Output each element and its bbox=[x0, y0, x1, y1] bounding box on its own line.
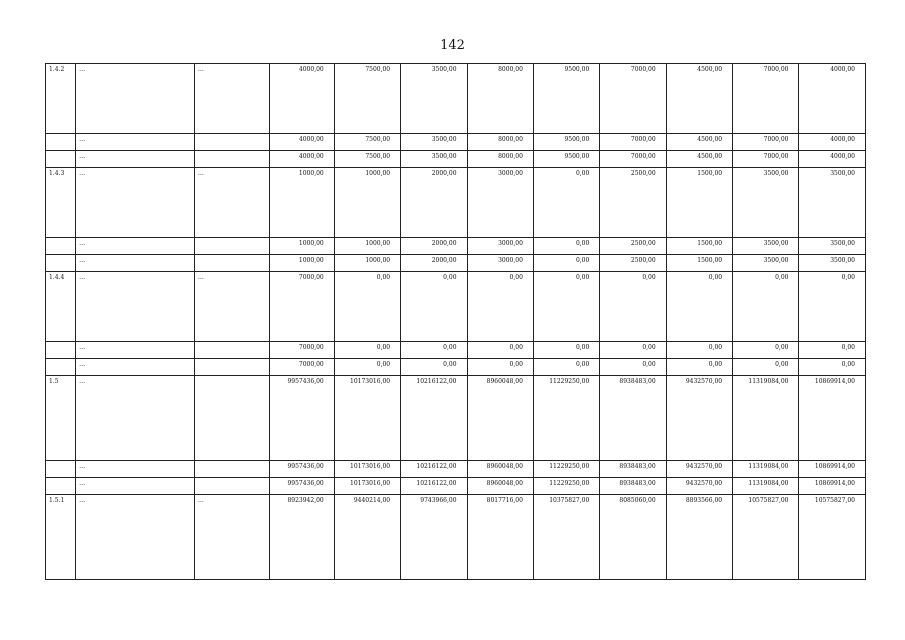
value-cell: 0,00 bbox=[666, 272, 732, 342]
row-code bbox=[46, 255, 76, 272]
value-cell: 8960048,00 bbox=[467, 478, 533, 495]
row-description: … bbox=[76, 342, 195, 359]
value-cell: 7500,00 bbox=[334, 64, 400, 134]
row-department bbox=[194, 151, 269, 168]
value-cell: 0,00 bbox=[533, 359, 599, 376]
value-cell: 1000,00 bbox=[270, 238, 334, 255]
row-department bbox=[194, 359, 269, 376]
value-cell: 8923942,00 bbox=[270, 495, 334, 580]
value-cell: 4000,00 bbox=[799, 64, 866, 134]
row-code: 1.5 bbox=[46, 376, 76, 461]
value-cell: 1500,00 bbox=[666, 255, 732, 272]
value-cell: 9432570,00 bbox=[666, 478, 732, 495]
value-cell: 8960048,00 bbox=[467, 461, 533, 478]
value-cell: 0,00 bbox=[334, 342, 400, 359]
value-cell: 9500,00 bbox=[533, 134, 599, 151]
row-department bbox=[194, 238, 269, 255]
value-cell: 10173016,00 bbox=[334, 461, 400, 478]
value-cell: 7000,00 bbox=[733, 151, 799, 168]
value-cell: 7000,00 bbox=[733, 134, 799, 151]
value-cell: 2500,00 bbox=[600, 238, 666, 255]
value-cell: 2500,00 bbox=[600, 168, 666, 238]
value-cell: 0,00 bbox=[533, 255, 599, 272]
value-cell: 10575827,00 bbox=[799, 495, 866, 580]
value-cell: 0,00 bbox=[733, 272, 799, 342]
table-row bbox=[46, 238, 866, 255]
row-description: … bbox=[76, 359, 195, 376]
budget-table bbox=[45, 63, 866, 580]
value-cell: 4000,00 bbox=[270, 151, 334, 168]
value-cell: 0,00 bbox=[733, 342, 799, 359]
value-cell: 0,00 bbox=[467, 359, 533, 376]
value-cell: 11319084,00 bbox=[733, 478, 799, 495]
value-cell: 9957436,00 bbox=[270, 461, 334, 478]
value-cell: 7000,00 bbox=[270, 359, 334, 376]
table-row bbox=[46, 478, 866, 495]
value-cell: 7500,00 bbox=[334, 134, 400, 151]
value-cell: 9957436,00 bbox=[270, 376, 334, 461]
value-cell: 10173016,00 bbox=[334, 376, 400, 461]
value-cell: 3500,00 bbox=[401, 134, 467, 151]
value-cell: 3500,00 bbox=[799, 255, 866, 272]
value-cell: 8017716,00 bbox=[467, 495, 533, 580]
value-cell: 10869914,00 bbox=[799, 376, 866, 461]
row-description: … bbox=[76, 272, 195, 342]
value-cell: 7000,00 bbox=[733, 64, 799, 134]
row-description: … bbox=[76, 461, 195, 478]
value-cell: 8085060,00 bbox=[600, 495, 666, 580]
row-code bbox=[46, 461, 76, 478]
row-description: … bbox=[76, 134, 195, 151]
value-cell: 4000,00 bbox=[270, 64, 334, 134]
value-cell: 0,00 bbox=[401, 342, 467, 359]
value-cell: 9957436,00 bbox=[270, 478, 334, 495]
value-cell: 8000,00 bbox=[467, 151, 533, 168]
value-cell: 0,00 bbox=[666, 342, 732, 359]
value-cell: 4000,00 bbox=[799, 151, 866, 168]
row-code: 1.4.2 bbox=[46, 64, 76, 134]
value-cell: 3500,00 bbox=[733, 255, 799, 272]
value-cell: 3500,00 bbox=[733, 238, 799, 255]
value-cell: 1000,00 bbox=[270, 168, 334, 238]
value-cell: 9432570,00 bbox=[666, 376, 732, 461]
table-row bbox=[46, 495, 866, 580]
value-cell: 11319084,00 bbox=[733, 376, 799, 461]
value-cell: 1500,00 bbox=[666, 238, 732, 255]
value-cell: 0,00 bbox=[533, 342, 599, 359]
value-cell: 2000,00 bbox=[401, 255, 467, 272]
row-description: … bbox=[76, 478, 195, 495]
value-cell: 11229250,00 bbox=[533, 461, 599, 478]
value-cell: 9743966,00 bbox=[401, 495, 467, 580]
value-cell: 7000,00 bbox=[270, 272, 334, 342]
value-cell: 0,00 bbox=[600, 342, 666, 359]
row-department: … bbox=[194, 272, 269, 342]
value-cell: 3500,00 bbox=[799, 168, 866, 238]
value-cell: 10216122,00 bbox=[401, 376, 467, 461]
value-cell: 0,00 bbox=[533, 238, 599, 255]
value-cell: 11319084,00 bbox=[733, 461, 799, 478]
value-cell: 4000,00 bbox=[799, 134, 866, 151]
row-description: … bbox=[76, 376, 195, 461]
row-code bbox=[46, 134, 76, 151]
row-department: … bbox=[194, 168, 269, 238]
value-cell: 7000,00 bbox=[270, 342, 334, 359]
value-cell: 0,00 bbox=[533, 168, 599, 238]
value-cell: 2500,00 bbox=[600, 255, 666, 272]
value-cell: 9432570,00 bbox=[666, 461, 732, 478]
value-cell: 10173016,00 bbox=[334, 478, 400, 495]
value-cell: 0,00 bbox=[799, 272, 866, 342]
value-cell: 3000,00 bbox=[467, 238, 533, 255]
value-cell: 4500,00 bbox=[666, 134, 732, 151]
value-cell: 3000,00 bbox=[467, 255, 533, 272]
value-cell: 3500,00 bbox=[733, 168, 799, 238]
value-cell: 1000,00 bbox=[334, 238, 400, 255]
value-cell: 9500,00 bbox=[533, 64, 599, 134]
value-cell: 0,00 bbox=[799, 359, 866, 376]
value-cell: 0,00 bbox=[467, 342, 533, 359]
value-cell: 8000,00 bbox=[467, 134, 533, 151]
value-cell: 1000,00 bbox=[334, 168, 400, 238]
value-cell: 10575827,00 bbox=[733, 495, 799, 580]
value-cell: 0,00 bbox=[467, 272, 533, 342]
value-cell: 0,00 bbox=[600, 272, 666, 342]
value-cell: 2000,00 bbox=[401, 168, 467, 238]
row-description: … bbox=[76, 168, 195, 238]
value-cell: 9440214,00 bbox=[334, 495, 400, 580]
value-cell: 3000,00 bbox=[467, 168, 533, 238]
value-cell: 0,00 bbox=[334, 359, 400, 376]
table-row bbox=[46, 64, 866, 134]
value-cell: 2000,00 bbox=[401, 238, 467, 255]
value-cell: 4000,00 bbox=[270, 134, 334, 151]
value-cell: 0,00 bbox=[334, 272, 400, 342]
value-cell: 0,00 bbox=[533, 272, 599, 342]
value-cell: 7000,00 bbox=[600, 151, 666, 168]
value-cell: 11229250,00 bbox=[533, 376, 599, 461]
value-cell: 0,00 bbox=[401, 272, 467, 342]
value-cell: 7500,00 bbox=[334, 151, 400, 168]
value-cell: 8938483,00 bbox=[600, 478, 666, 495]
table-row bbox=[46, 255, 866, 272]
table-row bbox=[46, 342, 866, 359]
row-department bbox=[194, 478, 269, 495]
value-cell: 10216122,00 bbox=[401, 478, 467, 495]
value-cell: 9500,00 bbox=[533, 151, 599, 168]
value-cell: 0,00 bbox=[733, 359, 799, 376]
row-code bbox=[46, 151, 76, 168]
row-description: … bbox=[76, 64, 195, 134]
value-cell: 0,00 bbox=[666, 359, 732, 376]
table-row bbox=[46, 168, 866, 238]
row-department bbox=[194, 376, 269, 461]
value-cell: 10375827,00 bbox=[533, 495, 599, 580]
value-cell: 10869914,00 bbox=[799, 461, 866, 478]
row-code bbox=[46, 238, 76, 255]
value-cell: 8938483,00 bbox=[600, 376, 666, 461]
value-cell: 0,00 bbox=[600, 359, 666, 376]
table-row bbox=[46, 376, 866, 461]
value-cell: 1000,00 bbox=[334, 255, 400, 272]
value-cell: 4500,00 bbox=[666, 64, 732, 134]
value-cell: 8960048,00 bbox=[467, 376, 533, 461]
row-code bbox=[46, 478, 76, 495]
table-row bbox=[46, 272, 866, 342]
table-row bbox=[46, 151, 866, 168]
value-cell: 8893566,00 bbox=[666, 495, 732, 580]
row-code bbox=[46, 342, 76, 359]
value-cell: 3500,00 bbox=[401, 151, 467, 168]
row-code: 1.4.4 bbox=[46, 272, 76, 342]
page-number: 142 bbox=[440, 38, 465, 53]
value-cell: 1000,00 bbox=[270, 255, 334, 272]
row-description: … bbox=[76, 151, 195, 168]
row-department bbox=[194, 342, 269, 359]
value-cell: 7000,00 bbox=[600, 134, 666, 151]
row-department bbox=[194, 461, 269, 478]
row-department bbox=[194, 134, 269, 151]
value-cell: 0,00 bbox=[799, 342, 866, 359]
row-department: … bbox=[194, 64, 269, 134]
value-cell: 11229250,00 bbox=[533, 478, 599, 495]
row-description: … bbox=[76, 495, 195, 580]
value-cell: 10216122,00 bbox=[401, 461, 467, 478]
row-department bbox=[194, 255, 269, 272]
value-cell: 1500,00 bbox=[666, 168, 732, 238]
value-cell: 3500,00 bbox=[401, 64, 467, 134]
value-cell: 4500,00 bbox=[666, 151, 732, 168]
table-row bbox=[46, 134, 866, 151]
row-code: 1.5.1 bbox=[46, 495, 76, 580]
table-row bbox=[46, 359, 866, 376]
row-code: 1.4.3 bbox=[46, 168, 76, 238]
value-cell: 8000,00 bbox=[467, 64, 533, 134]
value-cell: 10869914,00 bbox=[799, 478, 866, 495]
table-row bbox=[46, 461, 866, 478]
row-description: … bbox=[76, 238, 195, 255]
row-code bbox=[46, 359, 76, 376]
row-description: … bbox=[76, 255, 195, 272]
value-cell: 7000,00 bbox=[600, 64, 666, 134]
row-department: … bbox=[194, 495, 269, 580]
value-cell: 3500,00 bbox=[799, 238, 866, 255]
value-cell: 8938483,00 bbox=[600, 461, 666, 478]
value-cell: 0,00 bbox=[401, 359, 467, 376]
